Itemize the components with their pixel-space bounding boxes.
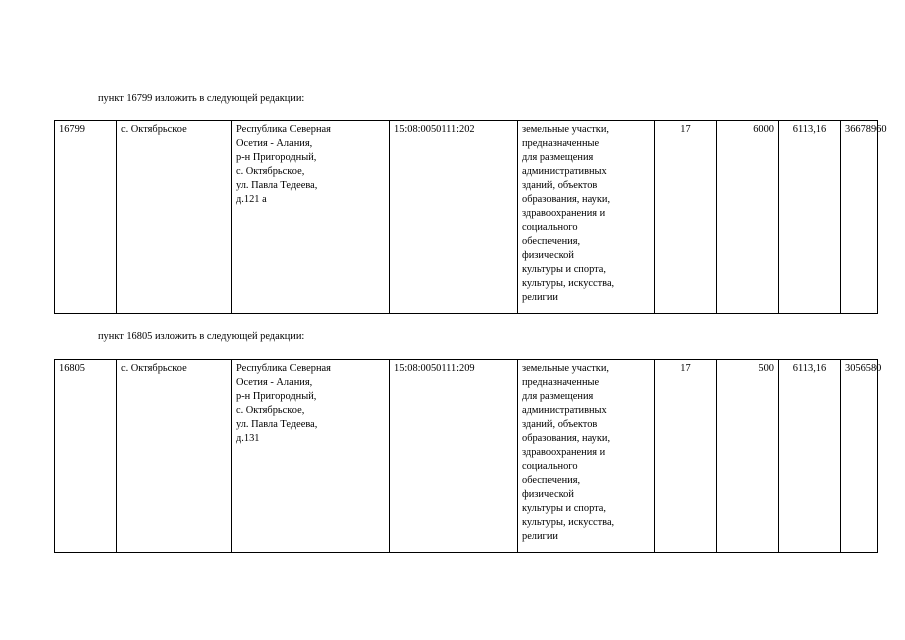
cell-locality: с. Октябрьское: [117, 121, 232, 314]
address-line: р-н Пригородный,: [236, 152, 317, 163]
land-use-line: культуры, искусства,: [522, 517, 615, 528]
cell-cadastral-number: 15:08:0050111:209: [390, 360, 518, 553]
address-line: с. Октябрьское,: [236, 405, 305, 416]
land-use-line: здравоохранения и: [522, 447, 606, 458]
land-use-line: обеспечения,: [522, 475, 581, 486]
land-use-line: предназначенные: [522, 138, 600, 149]
land-use-line: культуры, искусства,: [522, 278, 615, 289]
land-use-line: социального: [522, 461, 578, 472]
address-line: ул. Павла Тедеева,: [236, 180, 318, 191]
land-use-line: предназначенные: [522, 377, 600, 388]
cell-area: 500: [717, 360, 779, 553]
land-use-line: административных: [522, 405, 607, 416]
land-use-line: образования, науки,: [522, 194, 611, 205]
address-line: с. Октябрьское,: [236, 166, 305, 177]
address-line: Осетия - Алания,: [236, 377, 313, 388]
land-use-line: социального: [522, 222, 578, 233]
land-use-line: образования, науки,: [522, 433, 611, 444]
cell-locality: с. Октябрьское: [117, 360, 232, 553]
land-use-line: культуры и спорта,: [522, 503, 607, 514]
land-use-line: религии: [522, 292, 558, 303]
cell-area: 6000: [717, 121, 779, 314]
land-use-line: обеспечения,: [522, 236, 581, 247]
address-line: д.121 а: [236, 194, 267, 205]
address-line: ул. Павла Тедеева,: [236, 419, 318, 430]
address-line: Республика Северная: [236, 363, 331, 374]
address-line: д.131: [236, 433, 260, 444]
section-1-intro: пункт 16799 изложить в следующей редакции:: [98, 93, 305, 104]
record-table-16799: [54, 120, 887, 314]
land-use-line: земельные участки,: [522, 363, 609, 374]
cell-land-use: [518, 360, 655, 553]
cell-cadastral-number: 15:08:0050111:202: [390, 121, 518, 314]
land-use-line: религии: [522, 531, 558, 542]
cell-number: 16799: [55, 121, 117, 314]
table-row: [55, 121, 878, 314]
cell-rate: 6113,16: [779, 360, 841, 553]
cell-zone: 17: [655, 360, 717, 553]
cell-number: 16805: [55, 360, 117, 553]
address-line: р-н Пригородный,: [236, 391, 317, 402]
address-line: Осетия - Алания,: [236, 138, 313, 149]
land-use-line: культуры и спорта,: [522, 264, 607, 275]
cell-address: [232, 121, 390, 314]
land-use-line: зданий, объектов: [522, 419, 598, 430]
land-use-line: зданий, объектов: [522, 180, 598, 191]
land-use-line: для размещения: [522, 152, 594, 163]
address-line: Республика Северная: [236, 124, 331, 135]
cell-rate: 6113,16: [779, 121, 841, 314]
land-use-line: здравоохранения и: [522, 208, 606, 219]
cell-value: 36678960: [841, 121, 878, 314]
land-use-line: физической: [522, 489, 574, 500]
cell-zone: 17: [655, 121, 717, 314]
cell-land-use: [518, 121, 655, 314]
cell-address: [232, 360, 390, 553]
section-2-intro: пункт 16805 изложить в следующей редакции:: [98, 331, 305, 342]
record-table-16805: [54, 359, 882, 553]
land-use-line: земельные участки,: [522, 124, 609, 135]
land-use-line: физической: [522, 250, 574, 261]
cell-value: 3056580: [841, 360, 878, 553]
land-use-line: административных: [522, 166, 607, 177]
land-use-line: для размещения: [522, 391, 594, 402]
table-row: [55, 360, 878, 553]
